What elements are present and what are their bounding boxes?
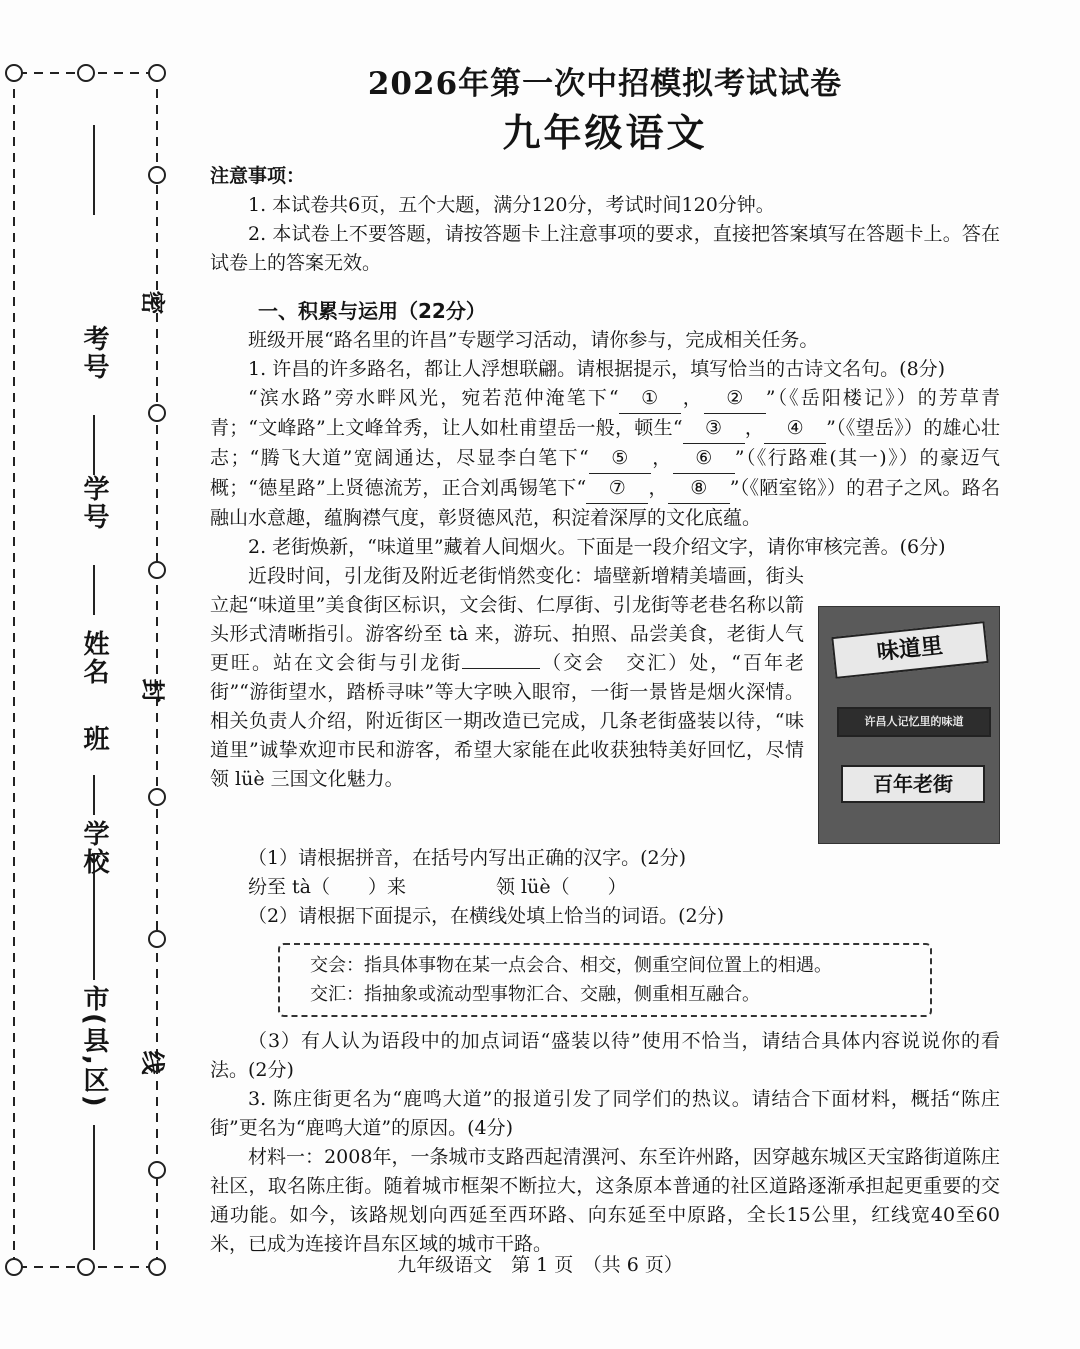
notice-item: 1. 本试卷共6页，五个大题，满分120分，考试时间120分钟。 <box>248 194 775 216</box>
binding-margin <box>0 55 175 1285</box>
answer-blank-6: ⑥ <box>673 444 735 474</box>
question-2-sub-2: （2）请根据下面提示，在横线处填上恰当的词语。(2分) <box>248 905 725 927</box>
photo-sign-memory: 许昌人记忆里的味道 <box>837 707 991 737</box>
question-2-sub-3: （3）有人认为语段中的加点词语“盛装以待”使用不恰当，请结合具体内容说说你的看法。(2分) <box>210 1030 1000 1081</box>
exam-subject-title: 九年级语文 <box>502 110 708 155</box>
answer-blank-4: ④ <box>764 414 826 444</box>
street-sign-photo <box>818 606 1000 844</box>
word-hint-box <box>278 943 932 1017</box>
question-2-fill-row <box>210 873 1000 902</box>
material-1: 材料一：2008年，一条城市支路西起清潩河、东至许州路，因穿越东城区天宝路街道陈庄社区，取名陈庄街。随着城市框架不断拉大，这条原本普通的社区道路逐渐承担起更重要的交通功能。如今，该路规划向西延至西环路、向东延至中原路，全长15公里，红线宽40至60米，已成为连接许昌东区域的城市干路。 <box>210 1146 1000 1255</box>
question-3-stem: 3. 陈庄街更名为“鹿鸣大道”的报道引发了同学们的热议。请结合下面材料，概括“陈庄街”更名为“鹿鸣大道”的原因。(4分) <box>210 1088 1000 1139</box>
answer-blank-5: ⑤ <box>589 444 651 474</box>
answer-blank-1: ① <box>619 384 681 414</box>
binding-label-class: 班 <box>79 725 109 753</box>
question-2-passage: 近段时间，引龙街及附近老街悄然变化：墙壁新增精美墙画，街头立起“味道里”美食街区标识，文会街、仁厚街、引龙街等老巷名称以箭头形式清晰指引。游客纷至 tà 来，游玩、拍照、品尝美食，老街人气更旺。站在文会街与引龙街 （交会 交汇）处，“百年老街”“游街望水，踏桥寻味”等大字映入眼帘，一街一景皆是烟火深情。相关负责人介绍，附近街区一期改造已完成，几条老街盛装以待，“味道里”诚挚欢迎市民和游客，希望大家能在此收获独特美好回忆，尽情领 lüè 三国文化魅力。 <box>210 565 804 790</box>
hint-jiaohui-1: 交会：指具体事物在某一点会合、相交，侧重空间位置上的相遇。 <box>310 955 832 976</box>
answer-blank-8: ⑧ <box>668 474 730 504</box>
page-footer: 九年级语文 第 1 页 （共 6 页） <box>397 1254 683 1276</box>
question-1-stem: 1. 许昌的许多路名，都让人浮想联翩。请根据提示，填写恰当的古诗文名句。(8分) <box>248 358 946 380</box>
notice-item: 2. 本试卷上不要答题，请按答题卡上注意事项的要求，直接把答案填写在答题卡上。答在试卷上的答案无效。 <box>210 223 1000 274</box>
answer-blank-jiaohui <box>462 668 540 669</box>
fill-ta: 纷至 tà（ ）来 <box>248 876 407 898</box>
binding-label-exam-no: 考号 <box>79 325 109 381</box>
photo-sign-bainian: 百年老街 <box>841 765 985 803</box>
seal-mark-mi: 密 <box>138 290 167 315</box>
binding-label-student-no: 学号 <box>79 475 109 531</box>
question-2-stem: 2. 老街焕新，“味道里”藏着人间烟火。下面是一段介绍文字，请你审核完善。(6分) <box>248 536 946 558</box>
photo-sign-weidaoli: 味道里 <box>831 621 989 679</box>
binding-label-name: 姓名 <box>79 630 109 686</box>
exam-page-content <box>210 58 1000 1259</box>
answer-blank-7: ⑦ <box>586 474 648 504</box>
binding-label-school: 学校 <box>79 820 109 876</box>
binding-label-city: 市(县,区) <box>79 985 109 1109</box>
section-intro: 班级开展“路名里的许昌”专题学习活动，请你参与，完成相关任务。 <box>248 329 819 351</box>
answer-blank-3: ③ <box>683 414 745 444</box>
section-heading: 一、积累与运用（22分） <box>258 299 486 323</box>
notice-heading: 注意事项： <box>210 165 306 187</box>
question-2-sub-1: （1）请根据拼音，在括号内写出正确的汉字。(2分) <box>248 847 687 869</box>
question-1-passage: “滨水路”旁水畔风光，宛若范仲淹笔下“ ① ， ② ”（《岳阳楼记》）的芳草青青；“文峰路”上文峰耸秀，让人如杜甫望岳一般，顿生“ ③ ， ④ ”（《望岳》）的雄心壮志；“腾飞大道”宽阔通达，尽显李白笔下“ ⑤ ， ⑥ ”（《行路难(其一)》）的豪迈气概；“德星路”上贤德流芳，正合刘禹锡笔下“ ⑦ ， ⑧ ”（《陋室铭》）的君子之风。路名融山水意趣，蕴胸襟气度，彰贤德风范，积淀着深厚的文化底蕴。 <box>210 384 1000 533</box>
question-2-passage-block <box>210 562 1000 844</box>
answer-blank-2: ② <box>704 384 766 414</box>
exam-title: 2026年第一次中招模拟考试试卷 <box>367 66 843 102</box>
fill-lue: 领 lüè（ ） <box>496 876 627 898</box>
seal-mark-xian: 线 <box>138 1050 167 1075</box>
seal-mark-feng: 封 <box>138 678 167 703</box>
hint-jiaohui-2: 交汇：指抽象或流动型事物汇合、交融，侧重相互融合。 <box>310 984 760 1005</box>
